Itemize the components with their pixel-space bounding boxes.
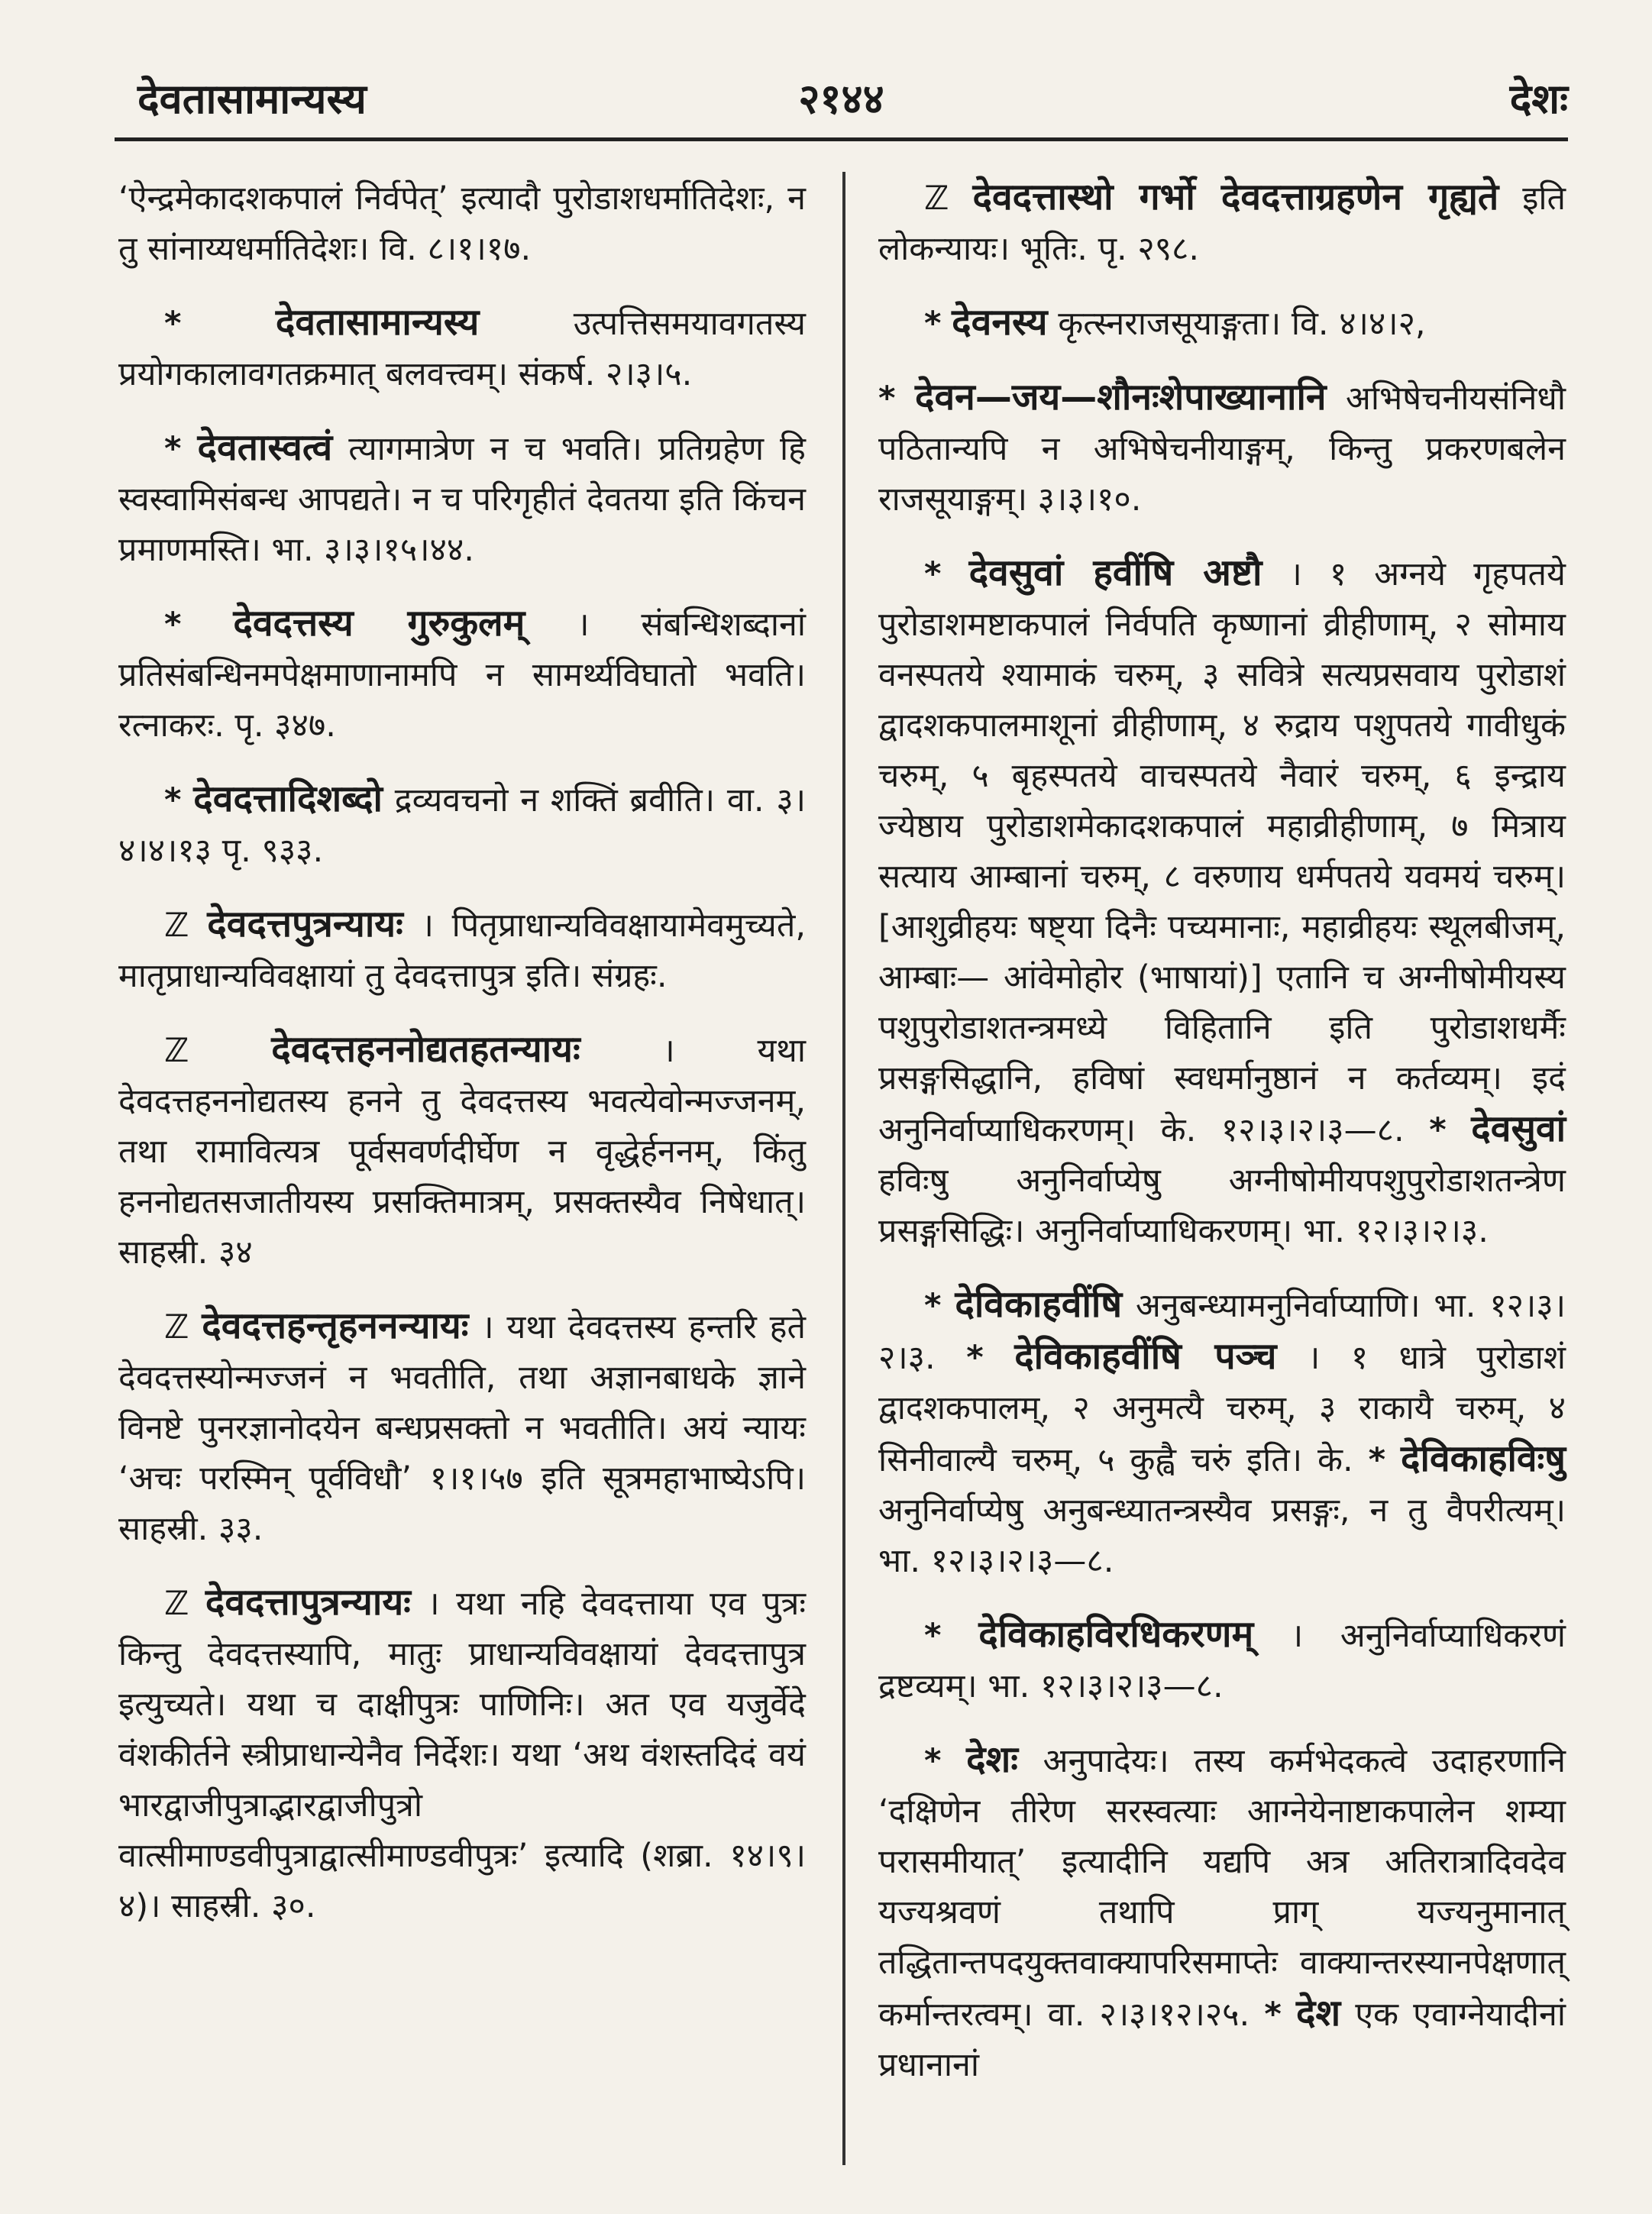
entry-text: उत्पत्तिसमयावगतस्य प्रयोगकालावगतक्रमात् बलवत्त्वम्। संकर्ष. २।३।५. — [118, 305, 806, 393]
entry — [118, 598, 806, 751]
entry — [878, 297, 1566, 349]
headword: देवदत्तास्थो गर्भो देवदत्ताग्रहणेन गृह्यते — [972, 176, 1499, 218]
headword: देवदत्तापुत्रन्यायः — [205, 1581, 411, 1624]
page-header — [115, 53, 1568, 141]
headword: देवसुवां हवींषि अष्टौ — [968, 551, 1262, 594]
entry — [878, 548, 1566, 1256]
entry-text: अनुनिर्वाप्येषु अनुबन्ध्यातन्त्रस्यैव प्रसङ्गः, न तु वैपरीत्यम्। भा. १२।३।२।३—८. — [878, 1492, 1566, 1580]
entry — [118, 297, 806, 399]
entry-marker: * — [966, 1339, 984, 1377]
entry-marker: * — [164, 305, 182, 343]
entry — [118, 899, 806, 1001]
headword: देवतासामान्यस्य — [275, 301, 480, 344]
headword: देवदत्तहन्तृहननन्यायः — [202, 1304, 469, 1347]
headword: देवदत्तादिशब्दो — [193, 777, 383, 820]
headword: देवदत्तस्य गुरुकुलम् — [233, 602, 525, 645]
entry-text: । अनुनिर्वाप्याधिकरणं द्रष्टव्यम्। भा. १२।३।२।३—८. — [878, 1617, 1566, 1705]
entry-marker: * — [1368, 1441, 1386, 1479]
running-head-left: देवतासामान्यस्य — [137, 75, 367, 123]
entry — [878, 1609, 1566, 1711]
entry-marker: * — [924, 555, 942, 593]
entry-text: द्रव्यवचनो न शक्तिं ब्रवीति। वा. ३।४।४।१३ पृ. ९३३. — [118, 781, 806, 870]
entry-marker: ℤ — [924, 179, 949, 218]
headword: देशः — [966, 1738, 1018, 1781]
entry-marker: * — [1264, 1996, 1282, 2034]
entry-text: । यथा देवदत्तहननोद्यतस्य हनने तु देवदत्तस्य भवत्येवोन्मज्जनम्, तथा रामावित्यत्र पूर्वसवर्णदीर्घेण न वृद्धेर्हननम्, किंतु हननोद्यतसजातीयस्य प्रसक्तिमात्रम्, प्रसक्तस्यैव निषेधात्। साहस्री. ३४ — [118, 1032, 806, 1272]
entry-text: अभिषेचनीयसंनिधौ पठितान्यपि न अभिषेचनीयाङ्गम्, किन्तु प्रकरणबलेन राजसूयाङ्गम्। ३।३।१०. — [878, 380, 1566, 519]
left-column — [118, 172, 806, 1954]
entry-marker: ℤ — [164, 1032, 189, 1070]
entry — [118, 422, 806, 575]
headword: देविकाहविःषु — [1401, 1437, 1566, 1480]
headword: देवतास्वत्वं — [197, 426, 333, 469]
running-head-right: देशः — [1509, 75, 1568, 123]
page-number: २१४४ — [798, 75, 884, 123]
entry-text: । यथा नहि देवदत्ताया एव पुत्रः किन्तु देवदत्तस्यापि, मातुः प्राधान्यविवक्षायां देवदत्तापुत्र इत्युच्यते। यथा च दाक्षीपुत्रः पाणिनिः। अत एव यजुर्वेदे वंशकीर्तने स्त्रीप्राधान्येनैव निर्देशः। यथा ‘अथ वंशस्तदिदं वयं भारद्वाजीपुत्राद्भारद्वाजीपुत्रो वात्सीमाण्डवीपुत्राद्वात्सीमाण्डवीपुत्रः’ इत्यादि (शब्रा. १४।९।४)। साहस्री. ३०. — [118, 1585, 806, 1925]
entry-marker: * — [924, 305, 942, 343]
column-divider — [842, 172, 845, 2165]
headword: देविकाहविरधिकरणम् — [978, 1613, 1254, 1656]
headword: देविकाहवींषि — [955, 1283, 1123, 1326]
headword: देवदत्तपुत्रन्यायः — [207, 903, 403, 945]
entry-text: । १ धात्रे पुरोडाशं द्वादशकपालम्, २ अनुमत्यै चरुम्, ३ राकायै चरुम्, ४ सिनीवाल्यै चरुम्, ५ कुह्वै चरुं इति। के. — [878, 1339, 1566, 1479]
entry-marker: ℤ — [164, 1585, 189, 1623]
entry-marker: * — [924, 1617, 942, 1655]
entry — [118, 172, 806, 274]
entry-text: ‘ऐन्द्रमेकादशकपालं निर्वपेत्’ इत्यादौ पुरोडाशधर्मातिदेशः, न तु सांनाय्यधर्मातिदेशः। वि. ८।१।१७. — [118, 179, 806, 268]
headword: देश — [1295, 1992, 1341, 2035]
entry-text: । पितृप्राधान्यविवक्षायामेवमुच्यते, मातृप्राधान्यविवक्षायां तु देवदत्तापुत्र इति। संग्रहः. — [118, 907, 807, 995]
entry — [118, 1301, 806, 1554]
entry — [878, 372, 1566, 525]
entry-text: हविःषु अनुनिर्वाप्येषु अग्नीषोमीयपशुपुरोडाशतन्त्रेण प्रसङ्गसिद्धिः। अनुनिर्वाप्याधिकरणम्। भा. १२।३।२।३. — [878, 1162, 1566, 1250]
entry — [878, 1279, 1566, 1586]
entry-text: इति लोकन्यायः। भूतिः. पृ. २९८. — [878, 179, 1566, 268]
entry — [118, 1577, 806, 1931]
headword: देवदत्तहननोद्यतहतन्यायः — [271, 1028, 580, 1071]
entry-text: अनुपादेयः। तस्य कर्मभेदकत्वे उदाहरणानि ‘दक्षिणेन तीरेण सरस्वत्याः आग्नेयेनाष्टाकपालेन शम्या परासमीयात्’ इत्यादीनि यद्यपि अत्र अतिरात्रादिवदेव यज्यश्रवणं तथापि प्राग् यज्यनुमानात् तद्धितान्तपदयुक्तवाक्यापरिसमाप्तेः वाक्यान्तरस्यानपेक्षणात् कर्मान्तरत्वम्। वा. २।३।१२।२५. — [878, 1742, 1566, 2034]
entry-text: । यथा देवदत्तस्य हन्तरि हते देवदत्तस्योन्मज्जनं न भवतीति, तथा अज्ञानबाधके ज्ञाने विनष्टे पुनरज्ञानोदयेन बन्धप्रसक्तो न भवतीति। अयं न्यायः ‘अचः परस्मिन् पूर्वविधौ’ १।१।५७ इति सूत्रमहाभाष्येऽपि। साहस्री. ३३. — [118, 1308, 806, 1548]
entry-marker: * — [164, 606, 182, 644]
entry-text: । १ अग्नये गृहपतये पुरोडाशमष्टाकपालं निर्वपति कृष्णानां व्रीहीणाम्, २ सोमाय वनस्पतये श्यामाकं चरुम्, ३ सवित्रे सत्यप्रसवाय पुरोडाशं द्वादशकपालमाशूनां व्रीहीणाम्, ४ रुद्राय पशुपतये गावीधुकं चरुम्, ५ बृहस्पतये वाचस्पतये नैवारं चरुम्, ६ इन्द्राय ज्येष्ठाय पुरोडाशमेकादशकपालं महाव्रीहीणाम्, ७ मित्राय सत्याय आम्बानां चरुम्, ८ वरुणाय धर्मपतये यवमयं चरुम्। [आशुव्रीहयः षष्ट्या दिनैः पच्यमानाः, महाव्रीहयः स्थूलबीजम्, आम्बाः— आंवेमोहोर (भाषायां)] एतानि च अग्नीषोमीयस्य पशुपुरोडाशतन्त्रमध्ये विहितानि इति पुरोडाशधर्मैः प्रसङ्गसिद्धानि, हविषां स्वधर्मानुष्ठानं न कर्तव्यम्। इदं अनुनिर्वाप्याधिकरणम्। के. १२।३।२।३—८. — [878, 555, 1566, 1149]
right-column — [878, 172, 1566, 2113]
headword: देवनस्य — [952, 301, 1048, 344]
entry-text: कृत्स्नराजसूयाङ्गता। वि. ४।४।२, — [1058, 305, 1426, 343]
entry-marker: * — [924, 1742, 942, 1780]
entry-text: त्यागमात्रेण न च भवति। प्रतिग्रहेण हि स्वस्वामिसंबन्ध आपद्यते। न च परिगृहीतं देवतया इति किंचन प्रमाणमस्ति। भा. ३।३।१५।४४. — [118, 430, 807, 569]
entry — [878, 1734, 1566, 2090]
headword: देवसुवां — [1471, 1107, 1566, 1150]
headword: देवन—जय—शौनःशेपाख्यानानि — [915, 376, 1327, 419]
entry — [118, 774, 806, 876]
entry-text: । संबन्धिशब्दानां प्रतिसंबन्धिनमपेक्षमाणानामपि न सामर्थ्यविघातो भवति। रत्नाकरः. पृ. ३४७. — [118, 606, 806, 745]
entry — [878, 172, 1566, 274]
entry-marker: * — [164, 430, 182, 468]
entry-marker: * — [164, 781, 182, 819]
entry — [118, 1024, 806, 1278]
entry-text: एक एवाग्नेयादीनां प्रधानानां — [878, 1996, 1566, 2084]
entry-marker: * — [924, 1287, 942, 1325]
entry-text: अनुबन्ध्यामनुनिर्वाप्याणि। भा. १२।३।२।३. — [878, 1287, 1566, 1377]
entry-marker: ℤ — [164, 907, 189, 945]
entry-marker: ℤ — [164, 1308, 189, 1346]
entry-marker: * — [1429, 1111, 1447, 1149]
entry-marker: * — [878, 380, 896, 418]
headword: देविकाहवींषि पञ्च — [1014, 1335, 1277, 1378]
